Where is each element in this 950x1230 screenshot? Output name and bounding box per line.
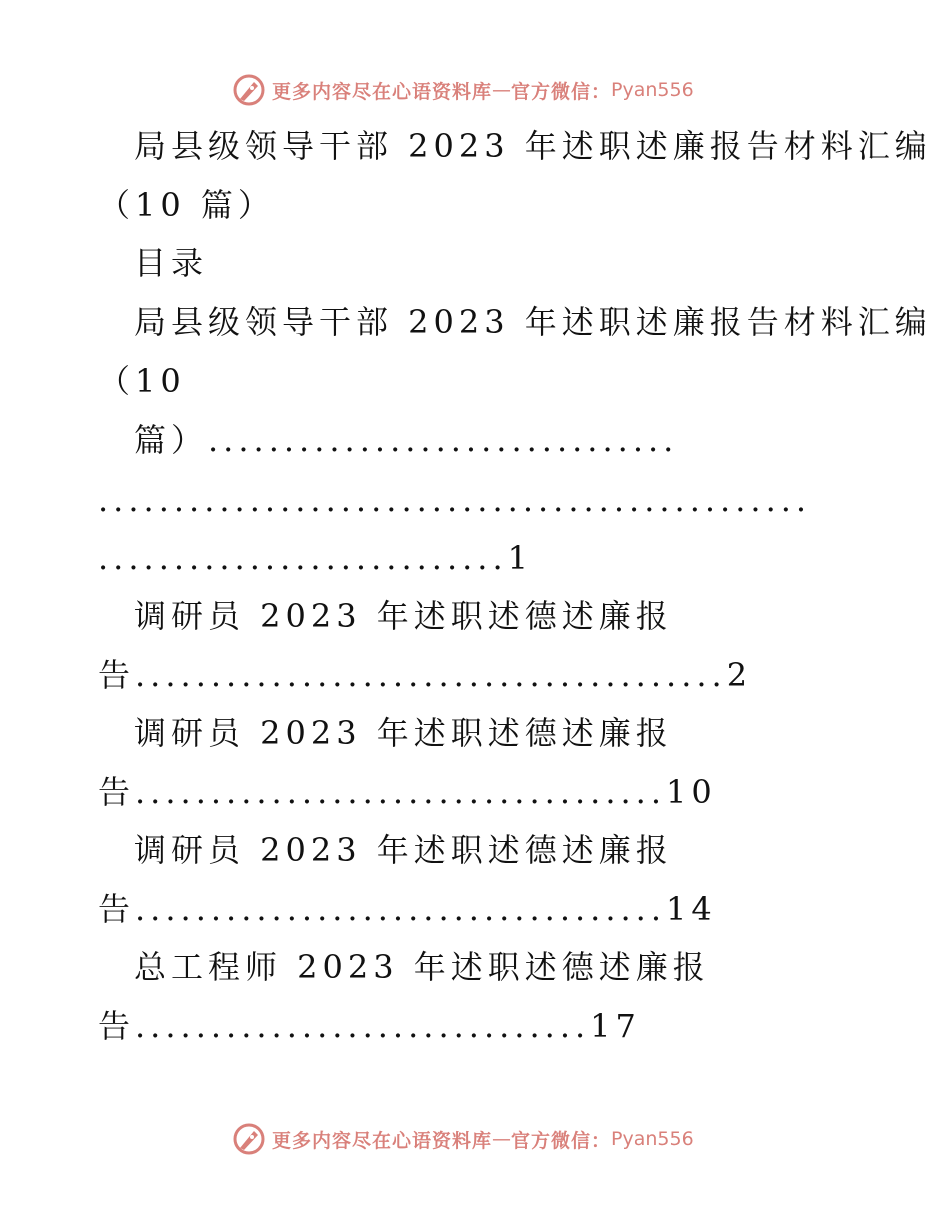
watermark-dash: — bbox=[492, 1128, 512, 1150]
toc-entry-3-leader[interactable]: 告...................................10 bbox=[98, 773, 717, 811]
watermark-text: 更多内容尽在心语资料库 bbox=[272, 80, 493, 103]
watermark-dash: — bbox=[492, 79, 512, 101]
watermark-wechat-label: 官方微信： bbox=[511, 80, 612, 103]
toc-entry-3-title[interactable]: 调研员 2023 年述职述德述廉报 bbox=[134, 714, 673, 752]
pen-nib-logo-icon bbox=[232, 1122, 266, 1156]
watermark-wechat-id: Pyan556 bbox=[611, 79, 694, 101]
toc-entry-1-line-2[interactable]: （10 bbox=[98, 362, 186, 400]
document-title-count: （10 篇） bbox=[98, 186, 275, 224]
toc-heading: 目录 bbox=[134, 244, 209, 282]
toc-entry-4-leader[interactable]: 告...................................14 bbox=[98, 890, 717, 928]
header-watermark bbox=[232, 72, 712, 108]
document-title: 局县级领导干部 2023 年述职述廉报告材料汇编 bbox=[134, 127, 932, 165]
toc-entry-5-leader[interactable]: 告..............................17 bbox=[98, 1007, 641, 1045]
toc-entry-5-title[interactable]: 总工程师 2023 年述职述德述廉报 bbox=[134, 948, 710, 986]
toc-entry-2-title[interactable]: 调研员 2023 年述职述德述廉报 bbox=[134, 597, 673, 635]
toc-entry-1-line-3[interactable]: 篇）............................... bbox=[134, 421, 679, 459]
watermark-text: 更多内容尽在心语资料库 bbox=[272, 1129, 493, 1152]
toc-entry-1-line-5[interactable]: ...........................1 bbox=[98, 539, 533, 577]
watermark-wechat-id: Pyan556 bbox=[611, 1128, 694, 1150]
pen-nib-logo-icon bbox=[232, 73, 266, 107]
watermark-wechat-label: 官方微信： bbox=[511, 1129, 612, 1152]
toc-entry-2-leader[interactable]: 告.......................................2 bbox=[98, 656, 753, 694]
toc-entry-4-title[interactable]: 调研员 2023 年述职述德述廉报 bbox=[134, 831, 673, 869]
footer-watermark bbox=[232, 1121, 712, 1157]
toc-entry-1-line-1[interactable]: 局县级领导干部 2023 年述职述廉报告材料汇编 bbox=[134, 303, 932, 341]
toc-entry-1-line-4[interactable]: ............................................... bbox=[98, 481, 812, 519]
